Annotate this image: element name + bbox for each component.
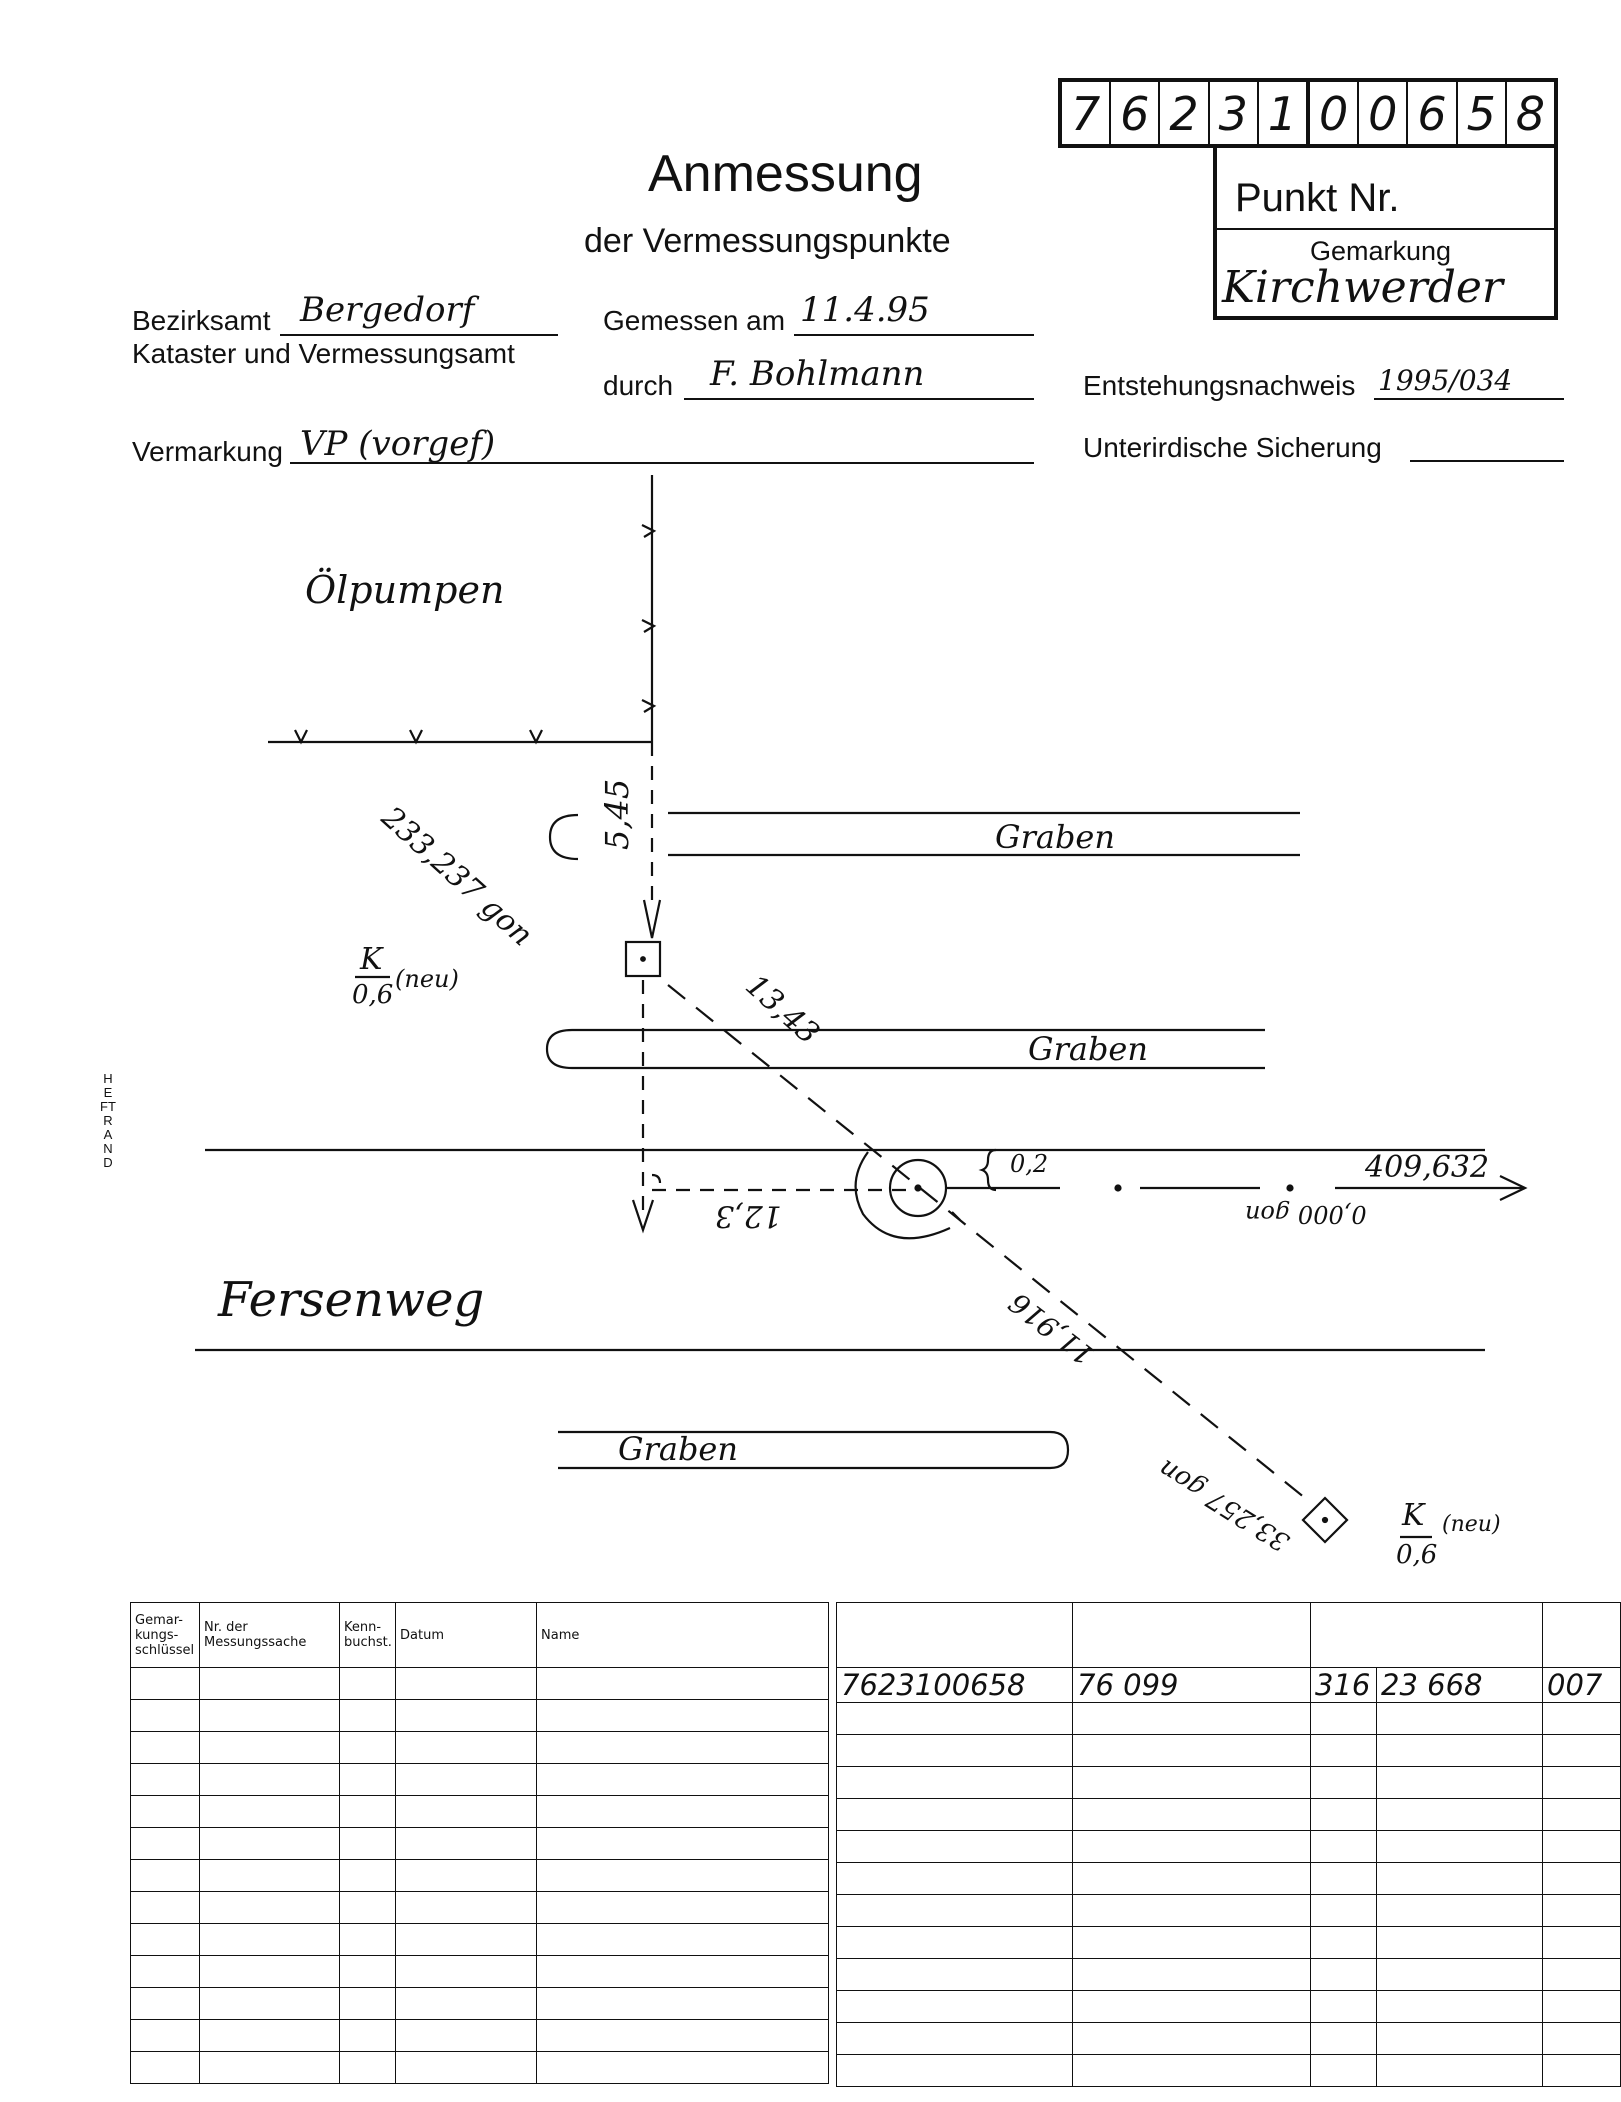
vermarkung-value: VP (vorgef) bbox=[300, 424, 496, 464]
header-name: Name bbox=[537, 1603, 829, 1668]
number-digit: 7 bbox=[1062, 82, 1111, 144]
table-row bbox=[131, 1828, 829, 1860]
gemarkung-label: Gemarkung bbox=[1310, 236, 1452, 266]
durch-value: F. Bohlmann bbox=[710, 354, 925, 394]
table-row bbox=[837, 1895, 1621, 1927]
cell-easting-1: 76 099 bbox=[1073, 1668, 1311, 1703]
marker-k-2: K bbox=[1402, 1498, 1425, 1533]
table-row bbox=[837, 2023, 1621, 2055]
vermarkung-label: Vermarkung bbox=[132, 436, 283, 467]
form-subtitle: der Vermessungspunkte bbox=[584, 222, 951, 260]
number-digit: 1 bbox=[1259, 82, 1310, 144]
table-row bbox=[837, 1767, 1621, 1799]
cell-northing-2: 007 bbox=[1543, 1668, 1621, 1703]
table-row bbox=[131, 1732, 829, 1764]
table-row bbox=[837, 1703, 1621, 1735]
gemarkung-value: Kirchwerder bbox=[1222, 262, 1503, 313]
header-messungssache: Nr. der Messungssache bbox=[200, 1603, 340, 1668]
bezirksamt-value: Bergedorf bbox=[300, 290, 475, 330]
dist-1343: 13,43 bbox=[738, 968, 826, 1052]
table-row bbox=[837, 1863, 1621, 1895]
table-row bbox=[837, 1991, 1621, 2023]
direction-233: 233,237 gon bbox=[374, 800, 540, 954]
table-row bbox=[131, 2052, 829, 2084]
table-row bbox=[131, 1764, 829, 1796]
punkt-label: Punkt Nr. bbox=[1235, 176, 1400, 220]
bezirksamt-label: Bezirksamt bbox=[132, 305, 271, 336]
entstehung-label: Entstehungsnachweis bbox=[1083, 370, 1356, 401]
table-row bbox=[837, 1959, 1621, 1991]
number-digit: 5 bbox=[1458, 82, 1507, 144]
label-graben-2: Graben bbox=[1028, 1030, 1148, 1068]
offset-02: 0,2 bbox=[1010, 1150, 1049, 1178]
gemessen-label: Gemessen am bbox=[603, 305, 786, 336]
cell-easting-2: 316 bbox=[1311, 1668, 1377, 1703]
number-digit: 6 bbox=[1111, 82, 1160, 144]
number-digit: 0 bbox=[1359, 82, 1408, 144]
entstehung-value: 1995/034 bbox=[1378, 364, 1513, 397]
label-fersenweg: Fersenweg bbox=[218, 1272, 485, 1328]
number-digit: 2 bbox=[1160, 82, 1209, 144]
marker-k-1: K bbox=[360, 942, 383, 977]
table-row bbox=[837, 1799, 1621, 1831]
gemessen-value: 11.4.95 bbox=[800, 290, 930, 330]
dist-11916: 11,916 bbox=[1002, 1285, 1101, 1372]
table-row bbox=[131, 1668, 829, 1700]
left-register-table bbox=[130, 1602, 829, 2084]
header-gemarkungsschluessel: Gemar-kungs-schlüssel bbox=[131, 1603, 200, 1668]
dist-545: 5,45 bbox=[598, 778, 636, 850]
table-row bbox=[131, 2020, 829, 2052]
sicherung-label: Unterirdische Sicherung bbox=[1083, 432, 1382, 463]
table-row bbox=[837, 1831, 1621, 1863]
marker-depth-1: 0,6 bbox=[352, 980, 394, 1010]
header-kennbuchst: Kenn-buchst. bbox=[340, 1603, 396, 1668]
table-row bbox=[131, 1956, 829, 1988]
dist-123: 12,3 bbox=[715, 1198, 782, 1233]
label-graben-1: Graben bbox=[995, 818, 1115, 856]
marker-neu-1: (neu) bbox=[395, 965, 459, 993]
number-digit: 8 bbox=[1515, 87, 1546, 141]
table-row bbox=[131, 1700, 829, 1732]
table-row bbox=[131, 1860, 829, 1892]
cell-northing-1: 23 668 bbox=[1377, 1668, 1543, 1703]
number-digit: 6 bbox=[1408, 82, 1457, 144]
form-title: Anmessung bbox=[648, 145, 923, 203]
direction-000: 0,000 gon bbox=[1245, 1200, 1367, 1228]
header-datum: Datum bbox=[396, 1603, 537, 1668]
direction-33257: 33,257 gon bbox=[1153, 1452, 1295, 1558]
durch-label: durch bbox=[603, 370, 674, 401]
number-digit: 3 bbox=[1210, 82, 1259, 144]
table-row bbox=[837, 1735, 1621, 1767]
table-row bbox=[131, 1988, 829, 2020]
cell-point-number: 7623100658 bbox=[837, 1668, 1073, 1703]
label-oelpumpen: Ölpumpen bbox=[305, 568, 505, 612]
right-coordinate-table bbox=[836, 1602, 1621, 2087]
number-digit: 0 bbox=[1310, 82, 1359, 144]
table-row bbox=[837, 1927, 1621, 1959]
table-row bbox=[837, 1668, 1621, 1703]
dist-409632: 409,632 bbox=[1365, 1150, 1490, 1185]
heftrand-label: HEFTRAND bbox=[100, 1071, 116, 1170]
kataster-label: Kataster und Vermessungsamt bbox=[132, 338, 515, 369]
table-row bbox=[837, 2055, 1621, 2087]
table-row bbox=[131, 1924, 829, 1956]
label-graben-3: Graben bbox=[618, 1430, 738, 1468]
table-row bbox=[131, 1796, 829, 1828]
table-row bbox=[131, 1892, 829, 1924]
marker-neu-2: (neu) bbox=[1442, 1512, 1501, 1537]
marker-depth-2: 0,6 bbox=[1396, 1540, 1438, 1570]
